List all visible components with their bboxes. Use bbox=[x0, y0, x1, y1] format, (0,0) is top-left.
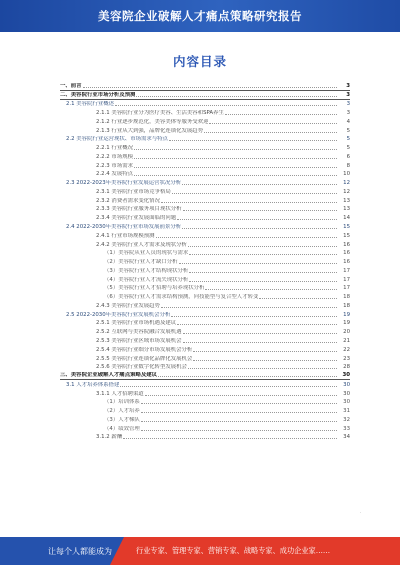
toc-entry[interactable] bbox=[60, 143, 350, 152]
toc-entry-title: 2.2.3 市场需求 bbox=[96, 162, 133, 169]
toc-entry[interactable] bbox=[60, 240, 350, 249]
toc-entry[interactable] bbox=[60, 257, 350, 266]
toc-entry[interactable] bbox=[60, 415, 350, 424]
toc-entry-title: 2.4.2 美容院行业人才需求及现状分析 bbox=[96, 241, 187, 248]
toc-leader-dots bbox=[141, 403, 337, 404]
footer-bar bbox=[0, 537, 400, 565]
toc-entry-page: 30 bbox=[342, 372, 350, 379]
toc-leader-dots bbox=[123, 438, 337, 439]
toc-entry[interactable] bbox=[60, 170, 350, 179]
toc-entry-title: 2.2.4 发展特点 bbox=[96, 171, 133, 178]
toc-leader-dots bbox=[182, 184, 337, 185]
toc-leader-dots bbox=[120, 386, 337, 387]
toc-leader-dots bbox=[204, 132, 337, 133]
toc-entry-title: 三、美容院企业破解人才痛点策略及建议 bbox=[60, 372, 158, 379]
page-number-mark: · bbox=[360, 510, 362, 515]
toc-entry-page: 16 bbox=[343, 241, 350, 248]
toc-entry-page: 12 bbox=[343, 180, 350, 187]
toc-entry-title: 2.5.1 美容院行业市场机遇及建议 bbox=[96, 320, 177, 327]
toc-entry-title: 2.2 美容院行业运营现状、市场需求与特点 bbox=[66, 136, 168, 143]
toc-entry[interactable] bbox=[60, 310, 350, 319]
toc-entry[interactable] bbox=[60, 178, 350, 187]
toc-entry-title: 2.3.1 美容院行业市场竞争格局 bbox=[96, 188, 171, 195]
toc-leader-dots bbox=[115, 105, 337, 106]
toc-entry-page: 5 bbox=[346, 136, 350, 143]
toc-heading: 内容目录 bbox=[172, 54, 227, 69]
toc-entry-page: 32 bbox=[343, 416, 350, 423]
toc-leader-dots bbox=[189, 272, 337, 273]
toc-entry-page: 8 bbox=[346, 162, 350, 169]
toc-leader-dots bbox=[158, 376, 337, 377]
toc-leader-dots bbox=[136, 96, 337, 97]
toc-leader-dots bbox=[161, 202, 337, 203]
footer-slogan: 让每个人都能成为 bbox=[48, 546, 112, 556]
toc-entry-title: （5）美容院行业人才招聘与培养现状分析 bbox=[104, 285, 205, 292]
toc-entry-page: 12 bbox=[343, 188, 350, 195]
toc-entry-page: 5 bbox=[346, 145, 350, 152]
toc-leader-dots bbox=[183, 333, 337, 334]
toc-entry[interactable] bbox=[60, 406, 350, 415]
toc-entry-page: 19 bbox=[343, 320, 350, 327]
toc-entry-title: （6）美容院行业人才需求结构预测，向技能型与复合型人才转变 bbox=[104, 294, 259, 301]
toc-entry-page: 3 bbox=[346, 101, 350, 108]
toc-entry-page: 13 bbox=[343, 197, 350, 204]
toc-entry-page: 34 bbox=[343, 434, 350, 441]
toc-entry[interactable] bbox=[60, 231, 350, 240]
toc-entry-page: 16 bbox=[343, 250, 350, 257]
toc-entry-title: （4）美容院行业人才流失现状分析 bbox=[104, 276, 189, 283]
toc-entry-page: 19 bbox=[343, 311, 350, 318]
toc-leader-dots bbox=[161, 307, 337, 308]
toc-entry-title: 2.1.2 行业逐步规范化，美容美体等服务受欢迎 bbox=[96, 118, 209, 125]
toc-entry[interactable] bbox=[60, 363, 350, 372]
toc-entry-page: 28 bbox=[343, 364, 350, 371]
footer-red-accent bbox=[110, 537, 124, 565]
toc-entry-title: 2.5.5 美容院行业连锁化品牌化发展机会 bbox=[96, 355, 193, 362]
toc-entry[interactable] bbox=[60, 380, 350, 389]
toc-entry-title: 2.3.2 消费者需求变化情况 bbox=[96, 197, 160, 204]
toc-leader-dots bbox=[156, 237, 337, 238]
toc-entry-title: 2.1 美容院行业概述 bbox=[66, 101, 115, 108]
toc-leader-dots bbox=[205, 289, 337, 290]
toc-entry-page: 15 bbox=[343, 232, 350, 239]
toc-entry-page: 18 bbox=[343, 294, 350, 301]
toc-entry-page: 18 bbox=[343, 302, 350, 309]
toc-entry[interactable] bbox=[60, 424, 350, 433]
toc-leader-dots bbox=[141, 421, 337, 422]
toc-entry-page: 10 bbox=[343, 171, 350, 178]
toc-entry-page: 17 bbox=[343, 285, 350, 292]
toc-leader-dots bbox=[189, 281, 337, 282]
toc-leader-dots bbox=[134, 175, 337, 176]
toc-entry-page: 31 bbox=[343, 408, 350, 415]
toc-entry[interactable] bbox=[60, 301, 350, 310]
toc-entry-title: 3.1 人才培养体系搭建 bbox=[66, 381, 120, 388]
toc-entry-title: （3）人才梯队 bbox=[104, 416, 140, 423]
toc-leader-dots bbox=[145, 395, 337, 396]
toc-entry[interactable] bbox=[60, 213, 350, 222]
toc-entry[interactable] bbox=[60, 91, 350, 100]
toc-entry[interactable] bbox=[60, 354, 350, 363]
toc-entry-page: 3 bbox=[346, 110, 350, 117]
toc-entry[interactable] bbox=[60, 222, 350, 231]
toc-entry-title: 2.4.1 行业市场规模预测 bbox=[96, 232, 155, 239]
toc-entry[interactable] bbox=[60, 82, 350, 91]
report-title: 美容院企业破解人才痛点策略研究报告 bbox=[98, 9, 302, 23]
toc-entry-page: 17 bbox=[343, 276, 350, 283]
toc-entry-title: 2.5.3 美容院行业区域市场发展机会 bbox=[96, 337, 182, 344]
toc-entry[interactable] bbox=[60, 161, 350, 170]
toc-entry-page: 5 bbox=[346, 127, 350, 134]
toc-entry-page: 6 bbox=[346, 153, 350, 160]
toc-leader-dots bbox=[183, 210, 337, 211]
toc-entry-page: 16 bbox=[343, 259, 350, 266]
toc-leader-dots bbox=[188, 368, 337, 369]
toc-leader-dots bbox=[259, 298, 337, 299]
toc-entry-page: 21 bbox=[343, 337, 350, 344]
toc-entry-title: （2）人才培养 bbox=[104, 408, 140, 415]
toc-entry-title: 2.5.4 美容院行业细分市场发展机会分析 bbox=[96, 346, 193, 353]
toc-entry[interactable] bbox=[60, 100, 350, 109]
table-of-contents bbox=[60, 82, 350, 441]
toc-leader-dots bbox=[179, 263, 337, 264]
toc-entry[interactable] bbox=[60, 292, 350, 301]
toc-entry-page: 13 bbox=[343, 206, 350, 213]
toc-entry-page: 20 bbox=[343, 329, 350, 336]
toc-entry[interactable] bbox=[60, 275, 350, 284]
toc-entry[interactable] bbox=[60, 266, 350, 275]
toc-entry-title: 2.5 2022-2030年美容院行业发展机会分析 bbox=[66, 311, 171, 318]
toc-entry-page: 4 bbox=[346, 118, 350, 125]
toc-entry-title: 3.1.2 薪酬 bbox=[96, 434, 123, 441]
toc-entry-page: 30 bbox=[343, 381, 350, 388]
toc-entry-title: （1）美容院从业人员的现状与需求 bbox=[104, 250, 189, 257]
footer-tagline: 行业专家、管理专家、营销专家、战略专家、成功企业家…… bbox=[136, 546, 331, 555]
toc-entry[interactable] bbox=[60, 389, 350, 398]
toc-entry-page: 3 bbox=[346, 82, 350, 89]
toc-leader-dots bbox=[169, 140, 337, 141]
toc-entry-title: （1）培训体系 bbox=[104, 399, 140, 406]
toc-entry[interactable] bbox=[60, 126, 350, 135]
toc-entry-title: 3.1.1 人才招聘渠道 bbox=[96, 390, 144, 397]
toc-entry[interactable] bbox=[60, 345, 350, 354]
toc-leader-dots bbox=[134, 158, 337, 159]
toc-entry[interactable] bbox=[60, 117, 350, 126]
toc-entry[interactable] bbox=[60, 196, 350, 205]
toc-entry[interactable] bbox=[60, 249, 350, 258]
report-header-bar bbox=[0, 0, 400, 32]
toc-leader-dots bbox=[171, 316, 337, 317]
toc-entry[interactable] bbox=[60, 371, 350, 380]
toc-leader-dots bbox=[134, 167, 337, 168]
toc-entry-title: （2）美容院行业人才缺口分析 bbox=[104, 259, 178, 266]
footer-tagline-band bbox=[124, 537, 400, 565]
toc-entry[interactable] bbox=[60, 108, 350, 117]
toc-entry-title: 一、前言 bbox=[60, 82, 82, 89]
toc-leader-dots bbox=[177, 324, 337, 325]
toc-entry-title: 2.5.6 美容院行业数字化转型发展机会 bbox=[96, 364, 187, 371]
toc-entry-title: （3）美容院行业人才结构现状分析 bbox=[104, 267, 189, 274]
toc-leader-dots bbox=[134, 149, 337, 150]
toc-entry[interactable] bbox=[60, 152, 350, 161]
toc-leader-dots bbox=[141, 430, 337, 431]
toc-leader-dots bbox=[141, 412, 337, 413]
toc-entry-title: 2.1.3 行业从大到强，品牌化连锁化发展趋势 bbox=[96, 127, 204, 134]
toc-entry-page: 15 bbox=[343, 224, 350, 231]
toc-entry-title: 2.2.1 行业概况 bbox=[96, 145, 133, 152]
toc-leader-dots bbox=[182, 228, 337, 229]
toc-entry[interactable] bbox=[60, 398, 350, 407]
toc-entry[interactable] bbox=[60, 319, 350, 328]
toc-leader-dots bbox=[188, 246, 337, 247]
toc-leader-dots bbox=[189, 254, 337, 255]
toc-leader-dots bbox=[183, 342, 337, 343]
toc-leader-dots bbox=[193, 360, 337, 361]
toc-entry-title: 2.5.2 互联网与美容院融合发展机遇 bbox=[96, 329, 182, 336]
toc-entry-title: 2.4.3 美容院行业发展趋势 bbox=[96, 302, 160, 309]
toc-entry[interactable] bbox=[60, 284, 350, 293]
toc-entry-page: 14 bbox=[343, 215, 350, 222]
toc-entry[interactable] bbox=[60, 135, 350, 144]
toc-entry[interactable] bbox=[60, 187, 350, 196]
toc-entry-page: 30 bbox=[343, 390, 350, 397]
toc-leader-dots bbox=[193, 351, 337, 352]
toc-leader-dots bbox=[172, 193, 337, 194]
toc-entry-page: 30 bbox=[343, 399, 350, 406]
toc-leader-dots bbox=[177, 219, 337, 220]
toc-entry-page: 17 bbox=[343, 267, 350, 274]
toc-entry[interactable] bbox=[60, 205, 350, 214]
toc-leader-dots bbox=[225, 114, 337, 115]
toc-entry[interactable] bbox=[60, 433, 350, 442]
toc-leader-dots bbox=[83, 87, 337, 88]
toc-entry-title: 2.3 2022-2023年美容院行业发展运营状况分析 bbox=[66, 180, 182, 187]
toc-entry-page: 22 bbox=[343, 346, 350, 353]
toc-entry[interactable] bbox=[60, 336, 350, 345]
toc-entry-title: 2.4 2022-2030年美容院行业市场发展前景分析 bbox=[66, 224, 182, 231]
toc-entry-title: 2.3.4 美容院行业发展面临的问题 bbox=[96, 215, 177, 222]
toc-entry-title: 2.1.1 美容院行业分为医疗美容、生活美容和SPA养生 bbox=[96, 110, 224, 117]
toc-entry-title: 2.2.2 市场规模 bbox=[96, 153, 133, 160]
toc-entry-page: 3 bbox=[346, 91, 350, 98]
toc-entry-title: 二、美容院行业市场分析及预测 bbox=[60, 91, 136, 98]
toc-entry[interactable] bbox=[60, 327, 350, 336]
toc-leader-dots bbox=[209, 123, 337, 124]
toc-entry-page: 23 bbox=[343, 355, 350, 362]
toc-entry-title: （4）绩效管理 bbox=[104, 425, 140, 432]
toc-entry-title: 2.3.3 美容院行业服务项目现状分析 bbox=[96, 206, 182, 213]
toc-entry-page: 33 bbox=[343, 425, 350, 432]
